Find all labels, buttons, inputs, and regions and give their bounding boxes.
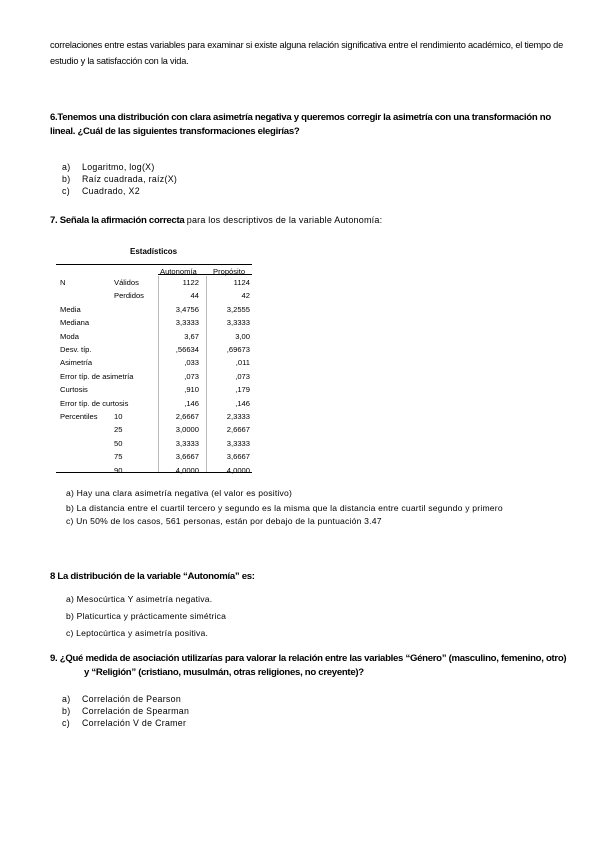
row-label: N: [60, 278, 66, 287]
autonomia-value: ,033: [184, 358, 199, 368]
autonomia-value: 4,0000: [175, 465, 199, 475]
table-row: [56, 332, 252, 345]
proposito-value: 3,3333: [226, 318, 250, 328]
table-row: [56, 291, 252, 304]
question-7-title: [50, 213, 590, 228]
option-marker: b): [62, 174, 71, 184]
proposito-value: 2,3333: [226, 412, 250, 421]
row-label: Asimetría: [60, 358, 93, 368]
proposito-value: 3,00: [235, 331, 250, 341]
proposito-value: ,146: [235, 398, 250, 408]
question-9-option-b: [62, 705, 189, 717]
question-7-option-b: b) La distancia entre el cuartil tercero y segundo es la misma que la distancia entre cuartil segundo y primero: [66, 503, 503, 513]
autonomia-value: 3,3333: [175, 438, 199, 448]
option-marker: b): [62, 706, 71, 716]
question-8-option-c: c) Leptocúrtica y asimetría positiva.: [66, 628, 209, 638]
table-row: [56, 345, 252, 358]
question-9-title-line-1: 9. ¿Qué medida de asociación utilizarías para valorar la relación entre las variables “Género” (masculino, femenino, otro): [50, 653, 567, 664]
table-row: [56, 452, 252, 465]
table-row: [56, 385, 252, 398]
row-sublabel: Válidos: [114, 278, 139, 287]
row-label: Error típ. de curtosis: [60, 398, 129, 408]
proposito-value: ,69673: [226, 345, 250, 354]
table-row: [56, 372, 252, 385]
question-9-option-a: [62, 693, 181, 705]
option-text: Raíz cuadrada, raíz(X): [82, 174, 178, 184]
row-label: Moda: [60, 331, 79, 341]
table-row: [56, 318, 252, 331]
option-text: Logaritmo, log(X): [82, 162, 155, 172]
proposito-value: 3,2555: [226, 304, 250, 314]
table-title: Estadísticos: [130, 247, 178, 256]
option-text: Correlación de Spearman: [82, 706, 190, 716]
proposito-value: 42: [241, 291, 250, 301]
question-7-title-bold: 7. Señala la afirmación correcta: [50, 215, 185, 226]
autonomia-value: ,910: [184, 385, 199, 395]
table-row: [56, 278, 252, 291]
header-rule: [158, 274, 252, 275]
table-row: [56, 425, 252, 438]
autonomia-value: ,073: [184, 371, 199, 381]
row-label: Mediana: [60, 318, 90, 328]
question-6-option-c: [62, 185, 140, 197]
proposito-value: ,073: [235, 371, 250, 381]
autonomia-value: 1122: [182, 278, 199, 287]
question-7-title-rest: para los descriptivos de la variable Autonomía:: [186, 215, 383, 225]
question-6-option-b: [62, 173, 177, 185]
option-text: Correlación V de Cramer: [82, 718, 187, 728]
row-sublabel: 10: [114, 412, 123, 421]
row-label: Error típ. de asimetría: [60, 371, 134, 381]
column-divider: [206, 276, 207, 472]
row-sublabel: 25: [114, 425, 123, 435]
question-8-option-a: a) Mesocúrtica Y asimetría negativa.: [66, 594, 213, 604]
autonomia-value: 3,67: [184, 331, 199, 341]
autonomia-value: 3,3333: [175, 318, 199, 328]
question-8-title: 8 La distribución de la variable “Autonomía” es:: [50, 571, 255, 582]
option-text: Correlación de Pearson: [82, 694, 182, 704]
row-label: Curtosis: [60, 385, 88, 395]
row-sublabel: Perdidos: [114, 291, 144, 301]
question-8-option-b: b) Platicurtica y prácticamente simétrica: [66, 611, 227, 621]
question-6-title: 6.Tenemos una distribución con clara asimetría negativa y queremos corregir la asimetría con una transformación no lineal. ¿Cuál de las siguientes transformaciones elegirías?: [50, 112, 551, 137]
option-marker: a): [62, 162, 71, 172]
proposito-value: 4,0000: [226, 465, 250, 475]
proposito-value: 1124: [233, 278, 250, 287]
question-9-title-line-2: y “Religión” (cristiano, musulmán, otras religiones, no creyente)?: [84, 667, 364, 678]
column-header-autonomia: Autonomía: [160, 267, 197, 276]
proposito-value: ,011: [235, 358, 250, 368]
option-marker: c): [62, 186, 70, 196]
proposito-value: 3,3333: [226, 438, 250, 448]
table-row: [56, 305, 252, 318]
question-9-option-c: [62, 717, 186, 729]
table-bottom-rule: [56, 472, 252, 473]
proposito-value: ,179: [235, 385, 250, 395]
row-sublabel: 50: [114, 438, 123, 448]
question-6-option-a: [62, 161, 155, 173]
autonomia-value: 3,6667: [175, 452, 199, 462]
autonomia-value: ,146: [184, 398, 199, 408]
proposito-value: 2,6667: [226, 425, 250, 435]
autonomia-value: 44: [190, 291, 199, 301]
table-top-rule: [56, 264, 252, 265]
question-7-option-c: c) Un 50% de los casos, 561 personas, están por debajo de la puntuación 3.47: [66, 516, 382, 526]
autonomia-value: 2,6667: [175, 412, 199, 421]
table-row: [56, 412, 252, 425]
autonomia-value: 3,0000: [175, 425, 199, 435]
row-sublabel: 90: [114, 465, 123, 475]
autonomia-value: 3,4756: [175, 304, 199, 314]
proposito-value: 3,6667: [226, 452, 250, 462]
row-label: Media: [60, 304, 81, 314]
option-marker: c): [62, 718, 70, 728]
intro-paragraph: correlaciones entre estas variables para examinar si existe alguna relación significativa entre el rendimiento académico, el tiempo de estudio y la satisfacción con la vida.: [50, 40, 563, 66]
autonomia-value: ,56634: [175, 345, 199, 354]
option-marker: a): [62, 694, 71, 704]
column-divider: [158, 276, 159, 472]
question-7-option-a: a) Hay una clara asimetría negativa (el valor es positivo): [66, 488, 293, 498]
row-label: Desv. típ.: [60, 345, 92, 354]
column-header-proposito: Propósito: [213, 267, 246, 276]
table-row: [56, 399, 252, 412]
option-text: Cuadrado, X2: [82, 186, 140, 196]
table-row: [56, 439, 252, 452]
row-label: Percentiles: [60, 412, 98, 421]
table-row: [56, 358, 252, 371]
row-sublabel: 75: [114, 452, 123, 462]
